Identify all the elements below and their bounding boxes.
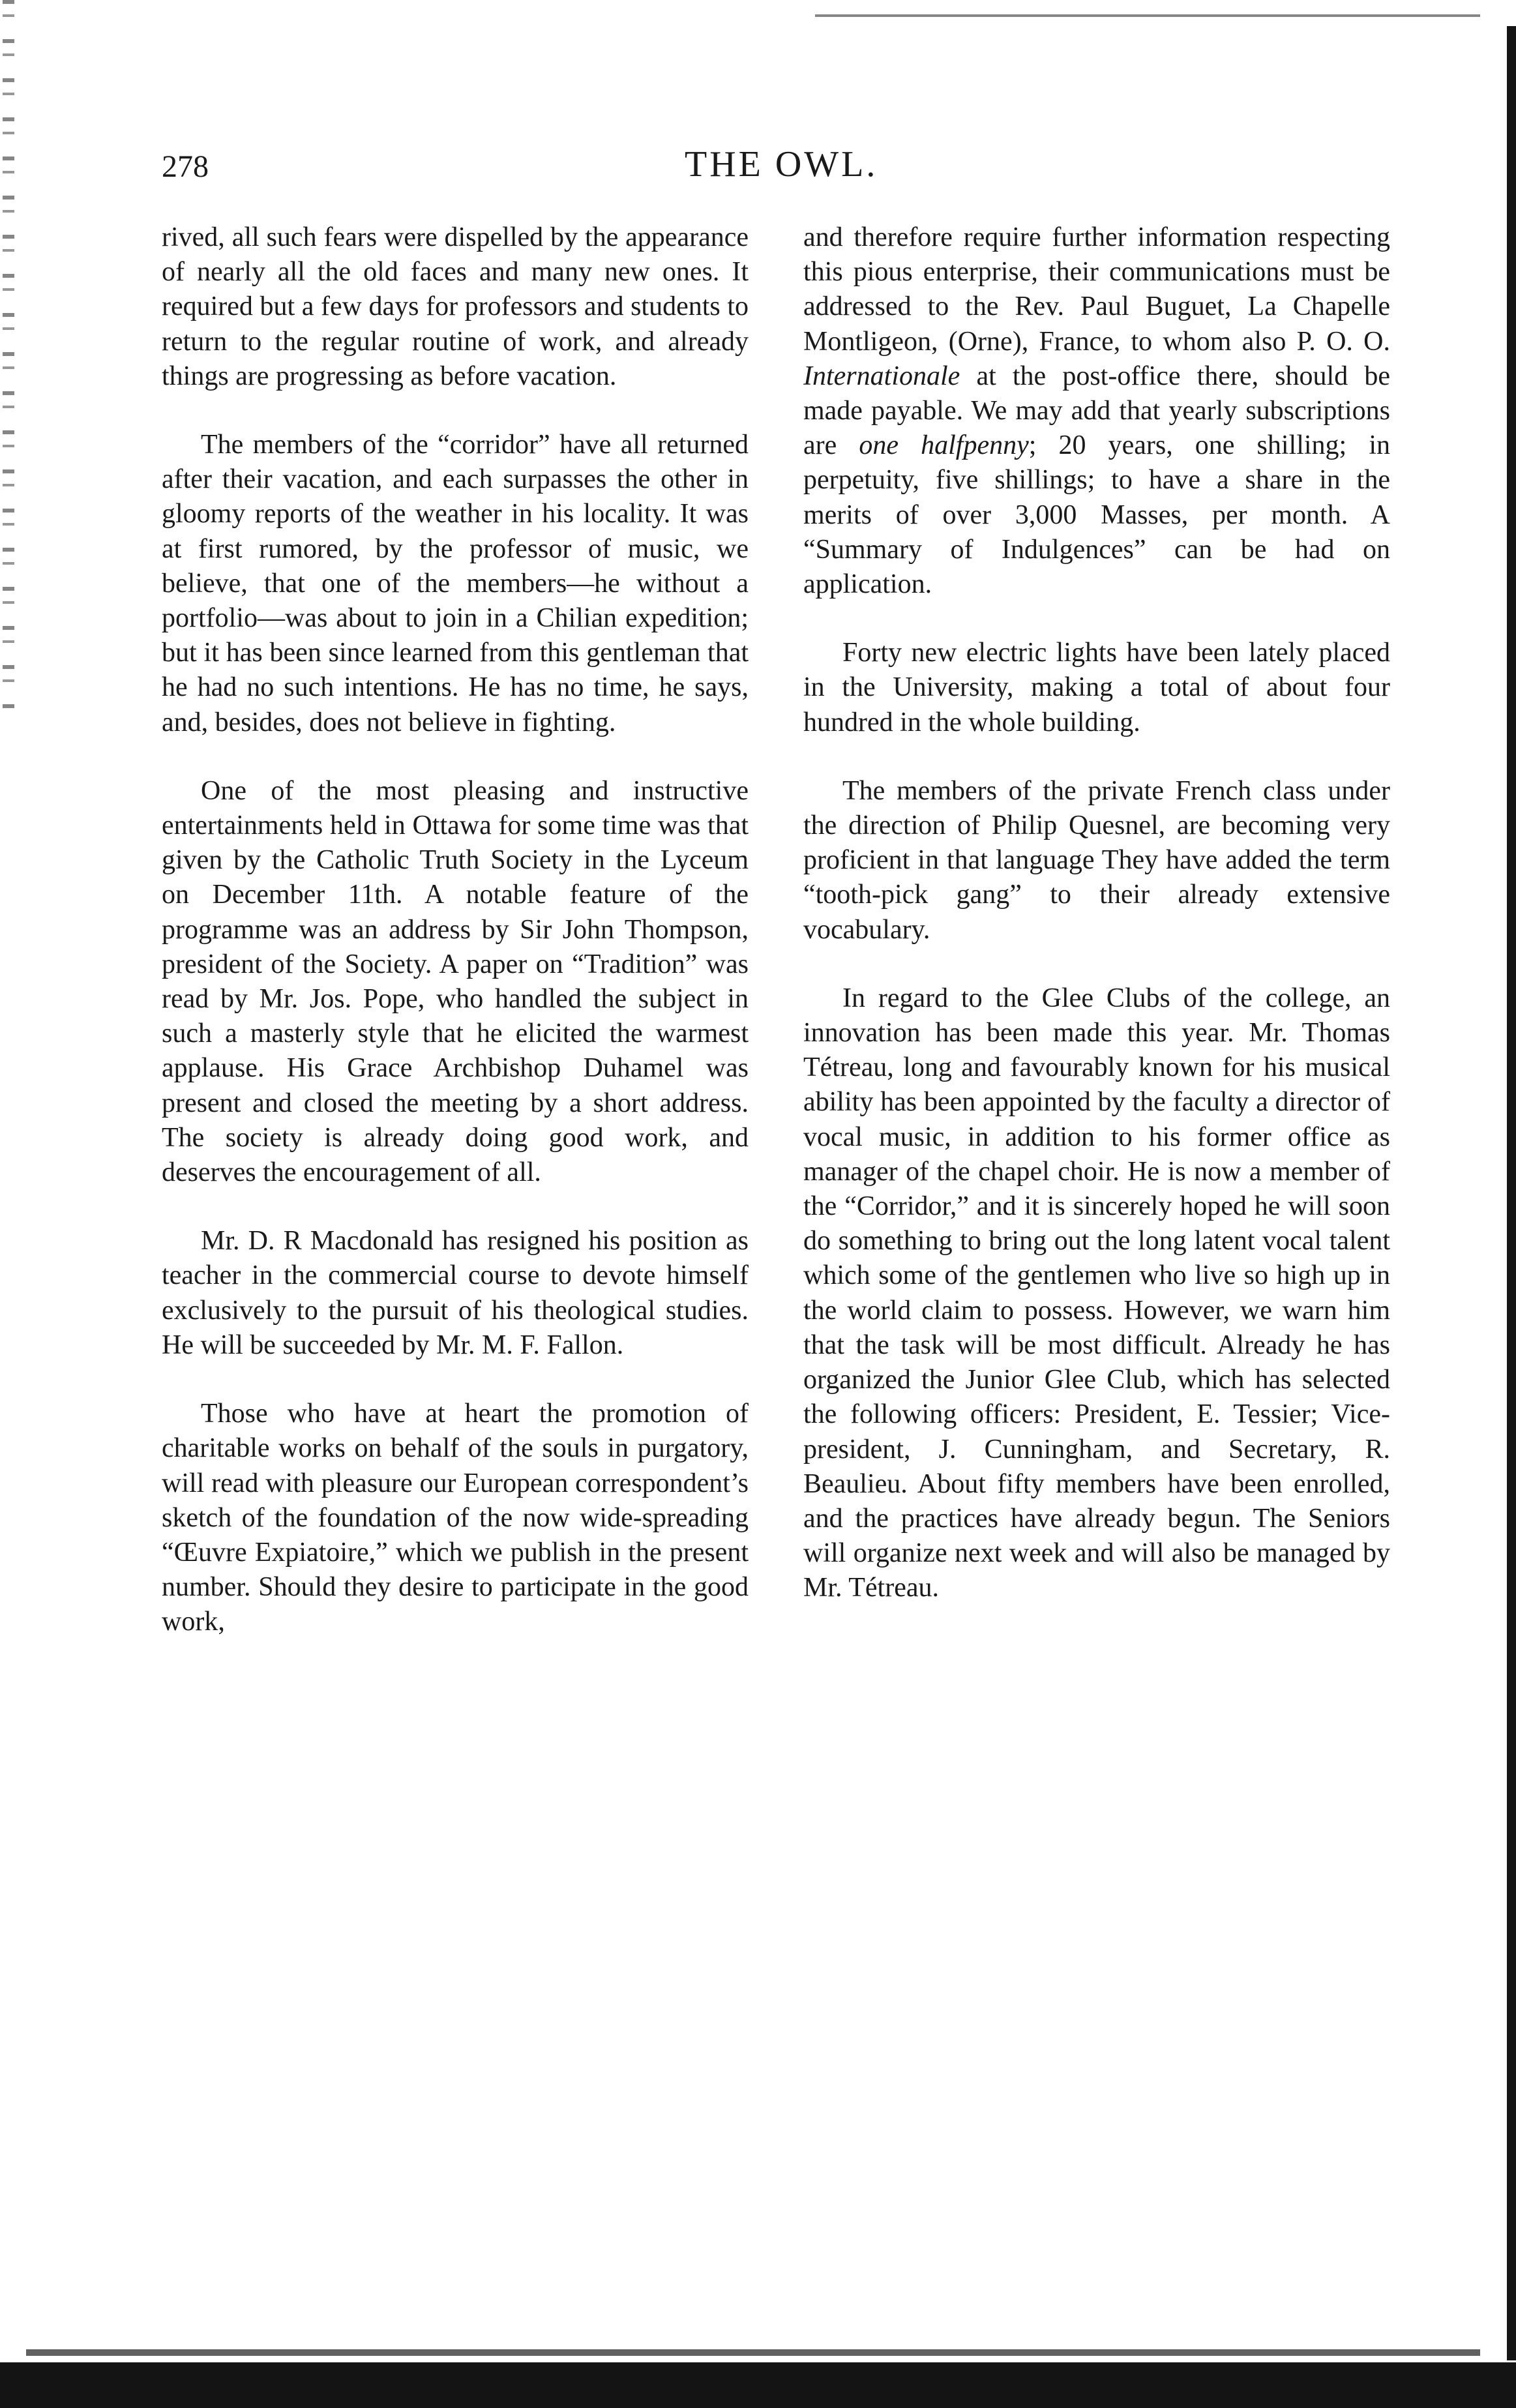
italic-term: Internationale xyxy=(803,361,960,391)
text-run: and therefore require further information respecting this pious enterprise, their communications must be addressed to the Rev. Paul Buguet, La Chapelle Montligeon, (Orne), France, to whom also P. O. O. xyxy=(803,222,1390,357)
paragraph: The members of the private French class under the direction of Philip Quesnel, are becoming very proficient in that language They have added the term “tooth-pick gang” to their already extensive vocabulary. xyxy=(803,775,1390,945)
italic-term: one halfpenny xyxy=(859,430,1029,461)
paragraph: Those who have at heart the promotion of charitable works on behalf of the souls in purgatory, will read with pleasure our European correspondent’s sketch of the foundation of the now wide-spreading “Œuvre Expiatoire,” which we publish in the present number. Should they desire to participate in the good work, xyxy=(162,1399,749,1637)
running-title: THE OWL. xyxy=(685,144,878,185)
paragraph: Forty new electric lights have been lately placed in the University, making a total of about four hundred in the whole building. xyxy=(803,638,1390,737)
scan-bottom-rule xyxy=(26,2349,1480,2356)
text-run: ; 20 years, one shilling; in perpetuity, five shillings; to have a share in the merits of over 3,000 Masses, per month. A “Summary of Indulgences” can be had on application. xyxy=(803,430,1390,600)
page-number: 278 xyxy=(162,149,209,184)
text-run: at the post-office there, should be made payable. We may add that yearly subscriptions are xyxy=(803,361,1390,461)
scan-bottom-border xyxy=(0,2362,1516,2408)
right-column xyxy=(803,220,1390,1640)
paragraph: Mr. D. R Macdonald has resigned his position as teacher in the commercial course to devote himself exclusively to the pursuit of his theological studies. He will be succeeded by Mr. M. F. Fallon. xyxy=(162,1226,749,1360)
paragraph xyxy=(803,220,1390,602)
scan-right-border xyxy=(1507,26,1516,2360)
paragraph: One of the most pleasing and instructive entertainments held in Ottawa for some time was that given by the Catholic Truth Society in the Lyceum on December 11th. A notable feature of the programme was an address by Sir John Thompson, president of the Society. A paper on “Tradition” was read by Mr. Jos. Pope, who handled the subject in such a masterly style that he elicited the warmest applause. His Grace Archbishop Duhamel was present and closed the meeting by a short address. The society is already doing good work, and deserves the encouragement of all. xyxy=(162,775,749,1188)
scan-edge-artifact xyxy=(3,0,14,717)
paragraph: In regard to the Glee Clubs of the college, an innovation has been made this year. Mr. Thomas Tétreau, long and favourably known for his musical ability has been appointed by the faculty a director of vocal music, in addition to his former office as manager of the chapel choir. He is now a member of the “Corridor,” and it is sincerely hoped he will soon do something to bring out the long latent vocal talent which some of the gentlemen who live so high up in the world claim to possess. However, we warn him that the task will be most difficult. Already he has organized the Junior Glee Club, which has selected the following officers: President, E. Tessier; Vice-president, J. Cunningham, and Secretary, R. Beaulieu. About fifty members have been enrolled, and the practices have already begun. The Seniors will organize next week and will also be managed by Mr. Tétreau. xyxy=(803,983,1390,1603)
scan-top-rule xyxy=(815,14,1480,17)
left-column xyxy=(162,220,749,1674)
paragraph: rived, all such fears were dispelled by the appearance of nearly all the old faces and many new ones. It required but a few days for professors and students to return to the regular routine of work, and already things are progressing as before vacation. xyxy=(162,222,749,391)
paragraph: The members of the “corridor” have all returned after their vacation, and each surpasses the other in gloomy reports of the weather in his locality. It was at first rumored, by the professor of music, we believe, that one of the members—he without a portfolio—was about to join in a Chilian expedition; but it has been since learned from this gentleman that he had no such intentions. He has no time, he says, and, besides, does not believe in fighting. xyxy=(162,430,749,737)
